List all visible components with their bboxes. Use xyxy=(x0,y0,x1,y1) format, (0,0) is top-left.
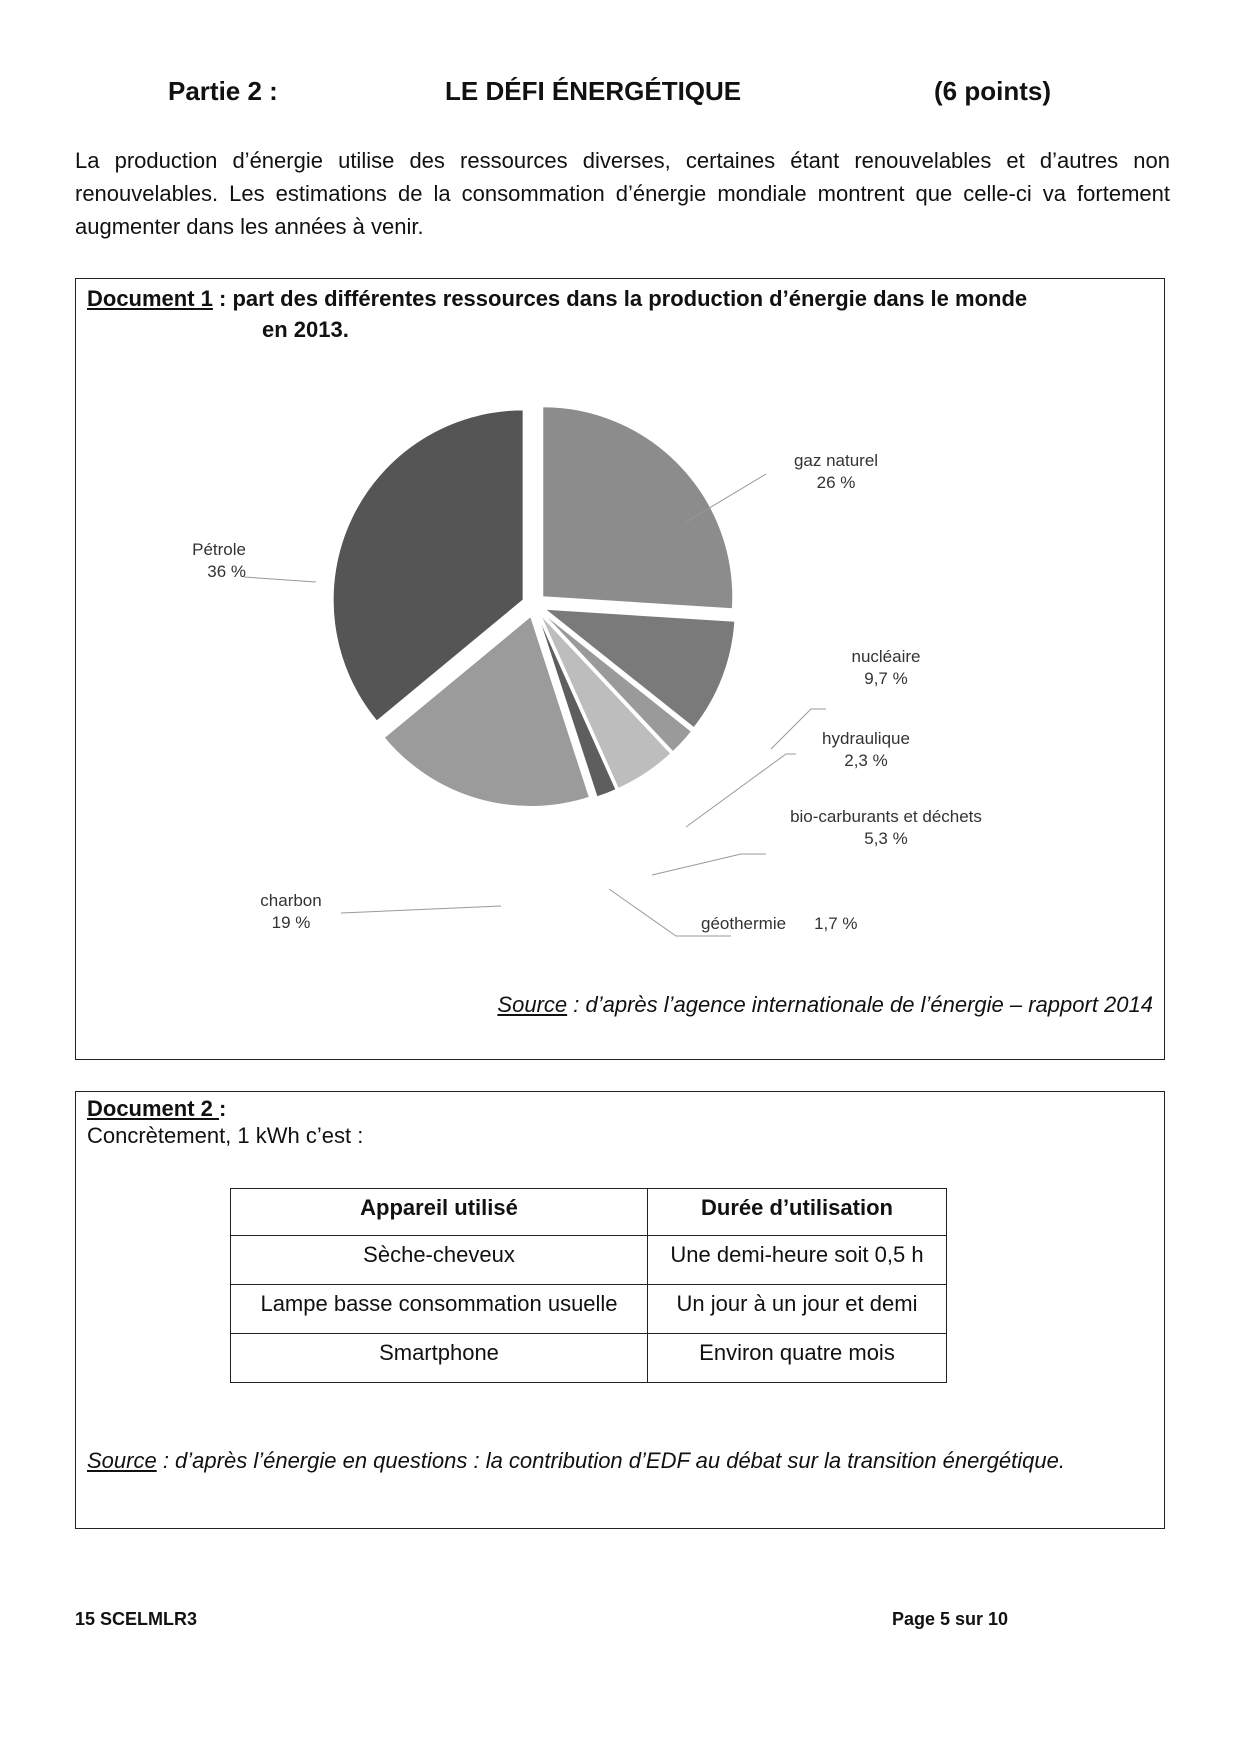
label-hydraulique-value: 2,3 % xyxy=(844,751,888,770)
table-header-cell: Appareil utilisé xyxy=(231,1189,648,1236)
label-nucleaire-value: 9,7 % xyxy=(864,669,908,688)
label-nucleaire-name: nucléaire xyxy=(851,647,921,666)
leader-bio-carburants xyxy=(652,854,766,875)
label-gaz-naturel-value: 26 % xyxy=(816,473,856,492)
label-petrole-name: Pétrole xyxy=(192,540,246,559)
table-cell: Lampe basse consommation usuelle xyxy=(231,1285,648,1334)
table-cell: Un jour à un jour et demi xyxy=(648,1285,947,1334)
document-2-box xyxy=(75,1091,1165,1529)
pie-slice-gaz-naturel xyxy=(543,407,733,609)
label-bio-carburants xyxy=(766,806,1006,850)
table-cell: Smartphone xyxy=(231,1334,648,1383)
document-2-source-label: Source xyxy=(87,1448,157,1473)
points-label: (6 points) xyxy=(934,76,1051,106)
page-title: LE DÉFI ÉNERGÉTIQUE xyxy=(445,76,742,106)
intro-paragraph: La production d’énergie utilise des ressources diverses, certaines étant renouvelables et d’autres non renouvelables. Les estimations de la consommation d’énergie mondiale montrent que celle-ci va fortement augmenter dans les années à venir. xyxy=(75,148,1170,239)
leader-petrole xyxy=(244,577,316,582)
document-1-label: Document 1 xyxy=(87,286,213,311)
table-row xyxy=(231,1236,947,1285)
document-1-title-text: : part des différentes ressources dans la production d’énergie dans le monde xyxy=(212,286,1028,311)
label-charbon xyxy=(236,890,346,934)
label-bio-carburants-value: 5,3 % xyxy=(864,829,908,848)
label-petrole-value: 36 % xyxy=(207,562,246,581)
table-header-cell: Durée d’utilisation xyxy=(648,1189,947,1236)
document-1-source xyxy=(497,992,1153,1018)
label-geothermie-name: géothermie xyxy=(701,914,787,933)
label-petrole xyxy=(136,539,246,583)
table-row xyxy=(231,1285,947,1334)
footer-page-number: Page 5 sur 10 xyxy=(892,1609,1009,1629)
label-gaz-naturel-name: gaz naturel xyxy=(793,451,879,470)
label-geothermie xyxy=(701,913,858,935)
document-2-subtitle: Concrètement, 1 kWh c’est : xyxy=(87,1123,364,1148)
table-row xyxy=(231,1334,947,1383)
leader-charbon xyxy=(341,906,501,913)
footer-code: 15 SCELMLR3 xyxy=(75,1609,198,1629)
label-hydraulique-name: hydraulique xyxy=(822,729,910,748)
document-2-source-text: : d’après l’énergie en questions : la contribution d’EDF au débat sur la transition énergétique. xyxy=(156,1448,1065,1473)
document-2-label: Document 2 xyxy=(87,1096,220,1121)
document-1-box xyxy=(75,278,1165,1060)
document-2-title xyxy=(87,1096,226,1122)
table-cell: Environ quatre mois xyxy=(648,1334,947,1383)
label-gaz-naturel xyxy=(756,450,916,494)
label-nucleaire xyxy=(826,646,946,690)
table-cell: Une demi-heure soit 0,5 h xyxy=(648,1236,947,1285)
document-2-colon: : xyxy=(219,1096,227,1121)
document-2-source xyxy=(87,1445,1087,1477)
label-bio-carburants-name: bio-carburants et déchets xyxy=(790,807,982,826)
document-1-source-label: Source xyxy=(497,992,568,1017)
pie-chart xyxy=(76,279,1164,1059)
document-1-title-line2: en 2013. xyxy=(262,317,349,342)
label-charbon-value: 19 % xyxy=(271,913,311,932)
label-hydraulique xyxy=(796,728,936,772)
energy-usage-table xyxy=(230,1188,947,1383)
table-cell: Sèche-cheveux xyxy=(231,1236,648,1285)
part-label: Partie 2 : xyxy=(168,76,278,106)
label-charbon-name: charbon xyxy=(260,891,322,910)
label-geothermie-value: 1,7 % xyxy=(814,914,858,933)
document-1-source-text: : d’après l’agence internationale de l’énergie – rapport 2014 xyxy=(567,992,1153,1017)
table-header-row xyxy=(231,1189,947,1236)
